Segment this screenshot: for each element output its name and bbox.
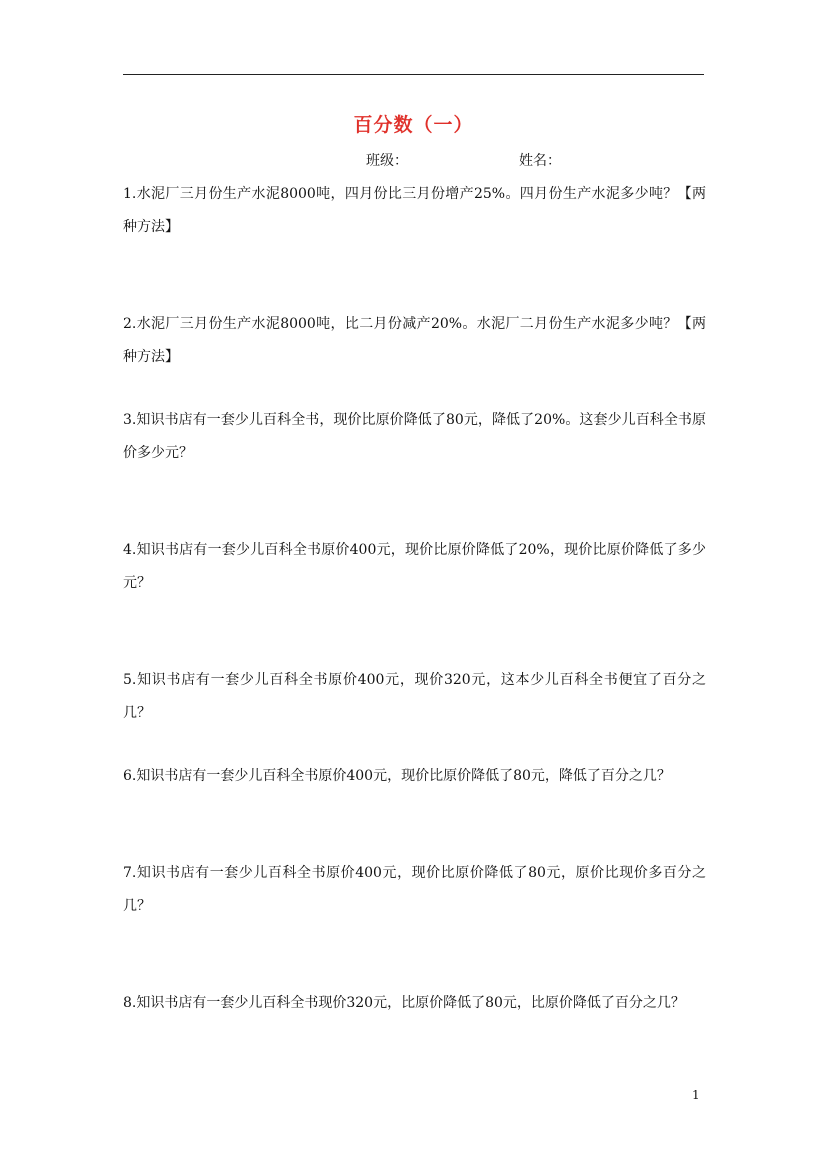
question-3: 3.知识书店有一套少儿百科全书，现价比原价降低了80元，降低了20%。这套少儿百科全书原价多少元？ xyxy=(123,412,706,461)
question-7: 7.知识书店有一套少儿百科全书原价400元，现价比原价降低了80元，原价比现价多百分之几？ xyxy=(123,865,706,914)
question-4: 4.知识书店有一套少儿百科全书原价400元，现价比原价降低了20%，现价比原价降低了多少元？ xyxy=(123,542,706,591)
header-rule xyxy=(123,74,704,75)
name-label: 姓名： xyxy=(519,153,561,169)
question-2: 2.水泥厂三月份生产水泥8000吨，比二月份减产20%。水泥厂二月份生产水泥多少吨？【两种方法】 xyxy=(123,316,706,365)
question-5: 5.知识书店有一套少儿百科全书原价400元，现价320元，这本少儿百科全书便宜了百分之几？ xyxy=(123,672,706,721)
class-label: 班级： xyxy=(366,153,408,169)
question-1: 1.水泥厂三月份生产水泥8000吨，四月份比三月份增产25%。四月份生产水泥多少吨？【两种方法】 xyxy=(123,186,706,235)
question-8: 8.知识书店有一套少儿百科全书现价320元，比原价降低了80元，比原价降低了百分之几？ xyxy=(123,995,685,1011)
question-6: 6.知识书店有一套少儿百科全书原价400元，现价比原价降低了80元，降低了百分之几？ xyxy=(123,768,671,784)
page-title: 百分数（一） xyxy=(353,114,474,136)
page-number: 1 xyxy=(692,1088,700,1102)
